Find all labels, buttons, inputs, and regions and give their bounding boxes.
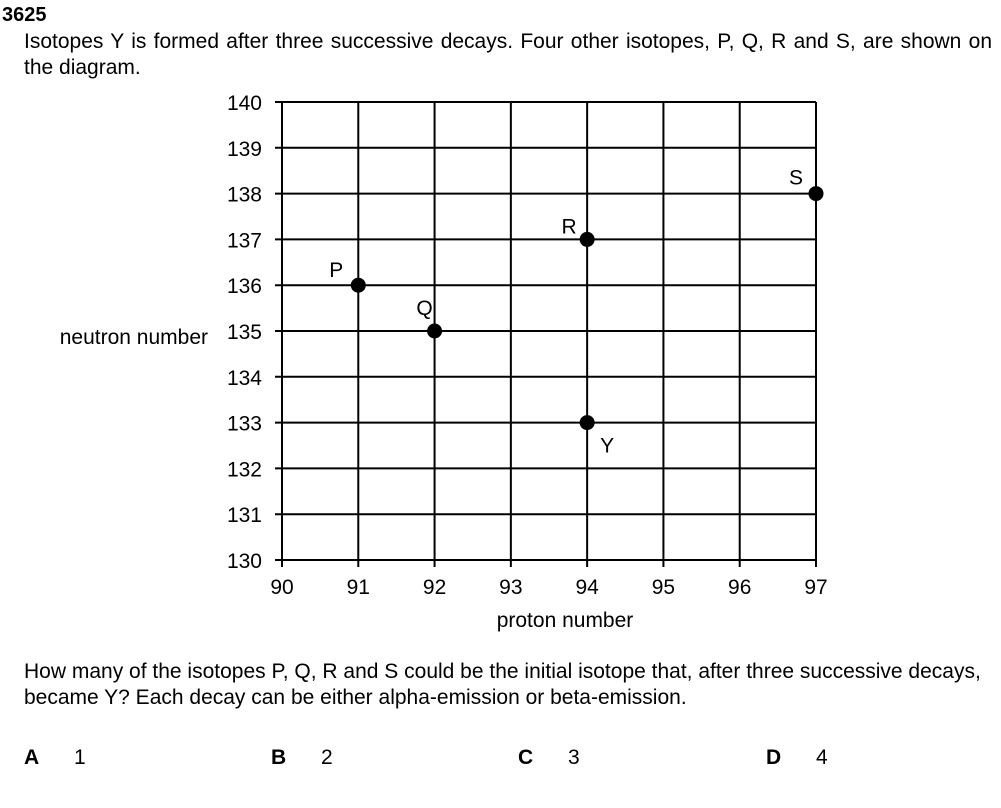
point-r — [580, 232, 595, 247]
point-label-y: Y — [600, 434, 615, 458]
question-number: 3625 — [2, 4, 47, 26]
question-stem: Isotopes Y is formed after three successive decays. Four other isotopes, P, Q, R and S, are shown on the diagram. — [24, 30, 992, 79]
question-prompt: How many of the isotopes P, Q, R and S could be the initial isotope that, after three successive decays, became Y? Each decay can be either alpha-emission or beta-emission. — [24, 660, 981, 709]
option-d-value: 4 — [816, 746, 828, 769]
y-tick-label: 135 — [226, 321, 262, 344]
option-c-value: 3 — [568, 746, 580, 769]
y-tick-label: 130 — [226, 550, 262, 573]
point-q — [427, 324, 442, 339]
option-d-letter: D — [766, 746, 782, 769]
option-d[interactable] — [766, 746, 828, 770]
chart-ticks — [227, 92, 828, 599]
x-tick-label: 97 — [804, 576, 828, 599]
x-tick-label: 96 — [728, 576, 752, 599]
point-s — [809, 186, 824, 201]
y-tick-label: 136 — [226, 275, 262, 299]
option-c-letter: C — [518, 746, 534, 769]
option-a-letter: A — [24, 746, 40, 769]
chart-grid — [275, 102, 816, 567]
x-tick-label: 95 — [651, 576, 676, 599]
option-a-value: 1 — [74, 746, 86, 769]
option-b-value: 2 — [321, 746, 333, 769]
option-c[interactable] — [518, 746, 580, 770]
point-label-q: Q — [416, 297, 433, 320]
option-b-letter: B — [271, 746, 287, 769]
x-tick-label: 94 — [575, 576, 599, 599]
y-tick-label: 137 — [226, 229, 262, 253]
option-b[interactable] — [271, 746, 333, 770]
x-tick-label: 93 — [499, 576, 523, 599]
x-tick-label: 90 — [270, 576, 294, 599]
y-tick-label: 134 — [226, 366, 262, 390]
point-y — [580, 415, 595, 430]
option-a[interactable] — [24, 746, 86, 770]
y-tick-label: 132 — [226, 458, 262, 482]
y-tick-label: 131 — [226, 504, 262, 528]
point-label-p: P — [329, 259, 344, 283]
point-p — [351, 278, 366, 293]
chart-points — [329, 167, 823, 458]
y-tick-label: 139 — [226, 137, 262, 161]
point-label-r: R — [561, 215, 577, 239]
y-tick-label: 138 — [226, 183, 262, 207]
point-label-s: S — [788, 166, 804, 190]
x-tick-label: 92 — [422, 576, 447, 599]
x-axis-label: proton number — [496, 609, 634, 632]
y-axis-label: neutron number — [59, 326, 208, 349]
x-tick-label: 91 — [346, 576, 370, 599]
y-tick-label: 140 — [226, 92, 262, 115]
y-tick-label: 133 — [226, 412, 262, 436]
